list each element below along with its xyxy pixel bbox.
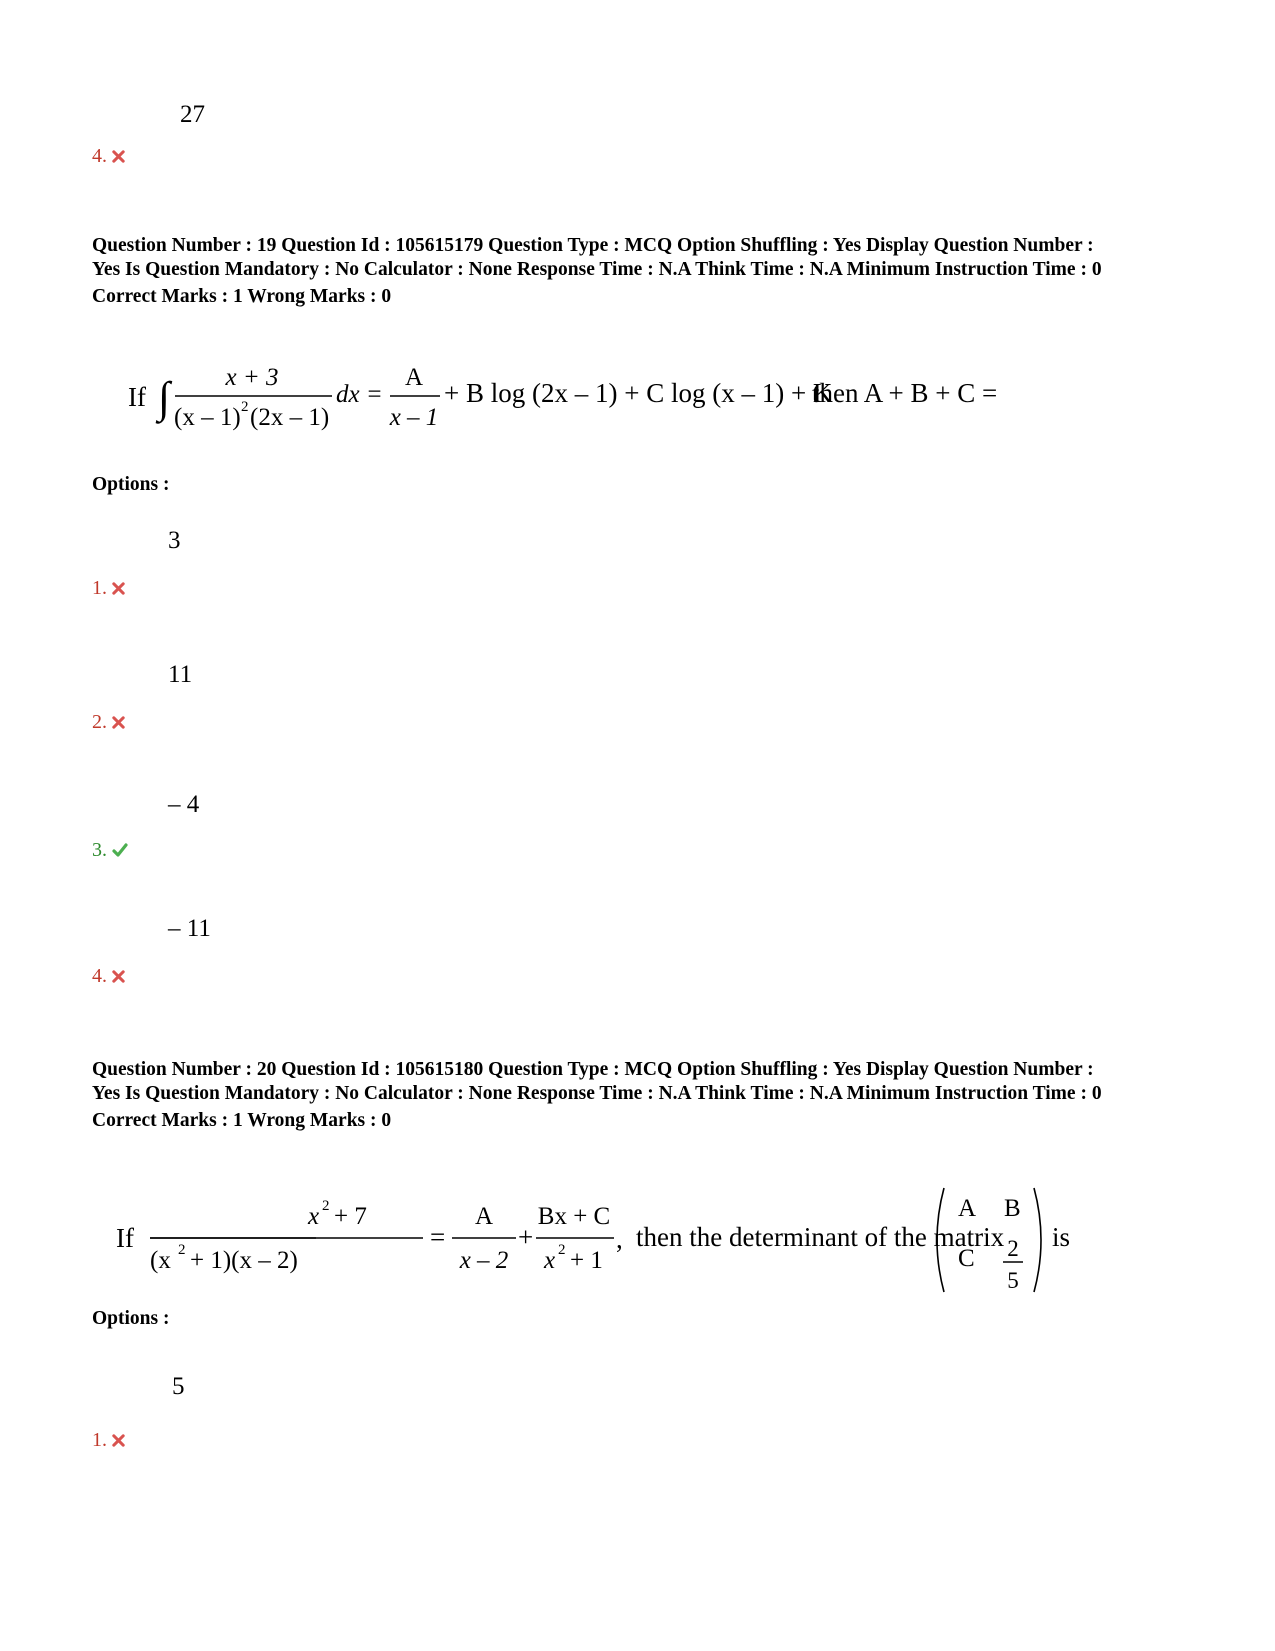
- matrix-a: A: [958, 1195, 977, 1222]
- matrix-d-denominator: 5: [1007, 1268, 1019, 1293]
- eq-then: then A + B + C =: [812, 378, 998, 408]
- eq-dx: dx =: [336, 381, 383, 408]
- eq-denominator-exp: 2: [241, 399, 249, 415]
- option-value: 11: [168, 661, 193, 688]
- eq-if: If: [116, 1223, 134, 1253]
- integral-sign: ∫: [158, 373, 171, 422]
- wrong-cross-icon: [111, 149, 126, 164]
- option-number-label: 1.: [92, 577, 107, 599]
- eq-denominator-a: (x – 1): [174, 404, 241, 431]
- option-number: [92, 146, 126, 166]
- eq-equals: =: [430, 1222, 446, 1252]
- eq-plus: +: [518, 1222, 534, 1252]
- eq-denominator-exp: 2: [178, 1242, 186, 1258]
- meta-line-2: Yes Is Question Mandatory : No Calculator : None Response Time : N.A Think Time : N.A Minimum Instruction Time : 0: [92, 1083, 1102, 1104]
- option-value: 5: [172, 1373, 185, 1400]
- meta-line-3: Correct Marks : 1 Wrong Marks : 0: [92, 286, 392, 307]
- option-number: [92, 966, 126, 986]
- option-value: – 4: [168, 791, 200, 818]
- option-value: – 11: [168, 915, 211, 942]
- eq-f2-denominator-rest: + 1: [570, 1247, 603, 1274]
- eq-numerator: x + 3: [225, 364, 279, 391]
- question-19-equation: [120, 360, 1060, 450]
- eq-then: then the determinant of the matrix: [636, 1222, 1005, 1252]
- matrix-b: B: [1004, 1195, 1021, 1222]
- option-number: [92, 578, 126, 598]
- option-number-label: 4.: [92, 965, 107, 987]
- eq-f2-denominator-base: x: [544, 1247, 556, 1274]
- option-number-label: 3.: [92, 839, 107, 861]
- eq-rhs-denominator: x – 1: [389, 404, 439, 431]
- meta-line-3: Correct Marks : 1 Wrong Marks : 0: [92, 1110, 392, 1131]
- eq-rest: + B log (2x – 1) + C log (x – 1) + K: [444, 378, 833, 408]
- wrong-cross-icon: [111, 969, 126, 984]
- meta-line-1: Question Number : 19 Question Id : 105615179 Question Type : MCQ Option Shuffling : Yes Display Question Number :: [92, 235, 1094, 256]
- option-number: [92, 712, 126, 732]
- eq-f1-denominator: x – 2: [459, 1247, 509, 1274]
- option-number: [92, 1430, 126, 1450]
- wrong-cross-icon: [111, 715, 126, 730]
- option-value: 27: [180, 101, 205, 128]
- question-20-equation: [108, 1180, 1071, 1310]
- meta-line-1: Question Number : 20 Question Id : 105615180 Question Type : MCQ Option Shuffling : Yes Display Question Number :: [92, 1059, 1094, 1080]
- option-number-label: 4.: [92, 145, 107, 167]
- eq-is: is: [1052, 1222, 1071, 1252]
- eq-rhs-numerator: A: [404, 364, 424, 391]
- wrong-cross-icon: [111, 1433, 126, 1448]
- options-label: Options :: [92, 474, 170, 495]
- eq-f1-numerator: A: [474, 1203, 494, 1230]
- question-20-meta: [92, 1058, 1212, 1133]
- option-number-label: 1.: [92, 1429, 107, 1451]
- eq-if: If: [128, 382, 146, 412]
- question-19-meta: [92, 234, 1212, 309]
- options-label: Options :: [92, 1308, 170, 1329]
- wrong-cross-icon: [111, 581, 126, 596]
- matrix-c: C: [958, 1245, 975, 1272]
- meta-line-2: Yes Is Question Mandatory : No Calculator : None Response Time : N.A Think Time : N.A Minimum Instruction Time : 0: [92, 259, 1102, 280]
- eq-f2-denominator-exp: 2: [558, 1242, 566, 1258]
- eq-numerator-base: x: [308, 1203, 320, 1230]
- correct-check-icon: [111, 842, 129, 858]
- eq-denominator-b: (2x – 1): [250, 404, 330, 431]
- option-number-label: 2.: [92, 711, 107, 733]
- eq-f2-numerator: Bx + C: [537, 1203, 611, 1230]
- matrix-d-numerator: 2: [1007, 1236, 1019, 1261]
- eq-comma: ,: [616, 1224, 623, 1254]
- option-number: [92, 840, 129, 860]
- eq-numerator-rest: + 7: [334, 1203, 367, 1230]
- eq-denominator-a1: (x: [150, 1247, 171, 1274]
- option-value: 3: [168, 527, 181, 554]
- eq-numerator-exp: 2: [322, 1198, 330, 1214]
- matrix-right-bracket: [1034, 1188, 1041, 1292]
- eq-denominator-a2: + 1)(x – 2): [190, 1247, 298, 1274]
